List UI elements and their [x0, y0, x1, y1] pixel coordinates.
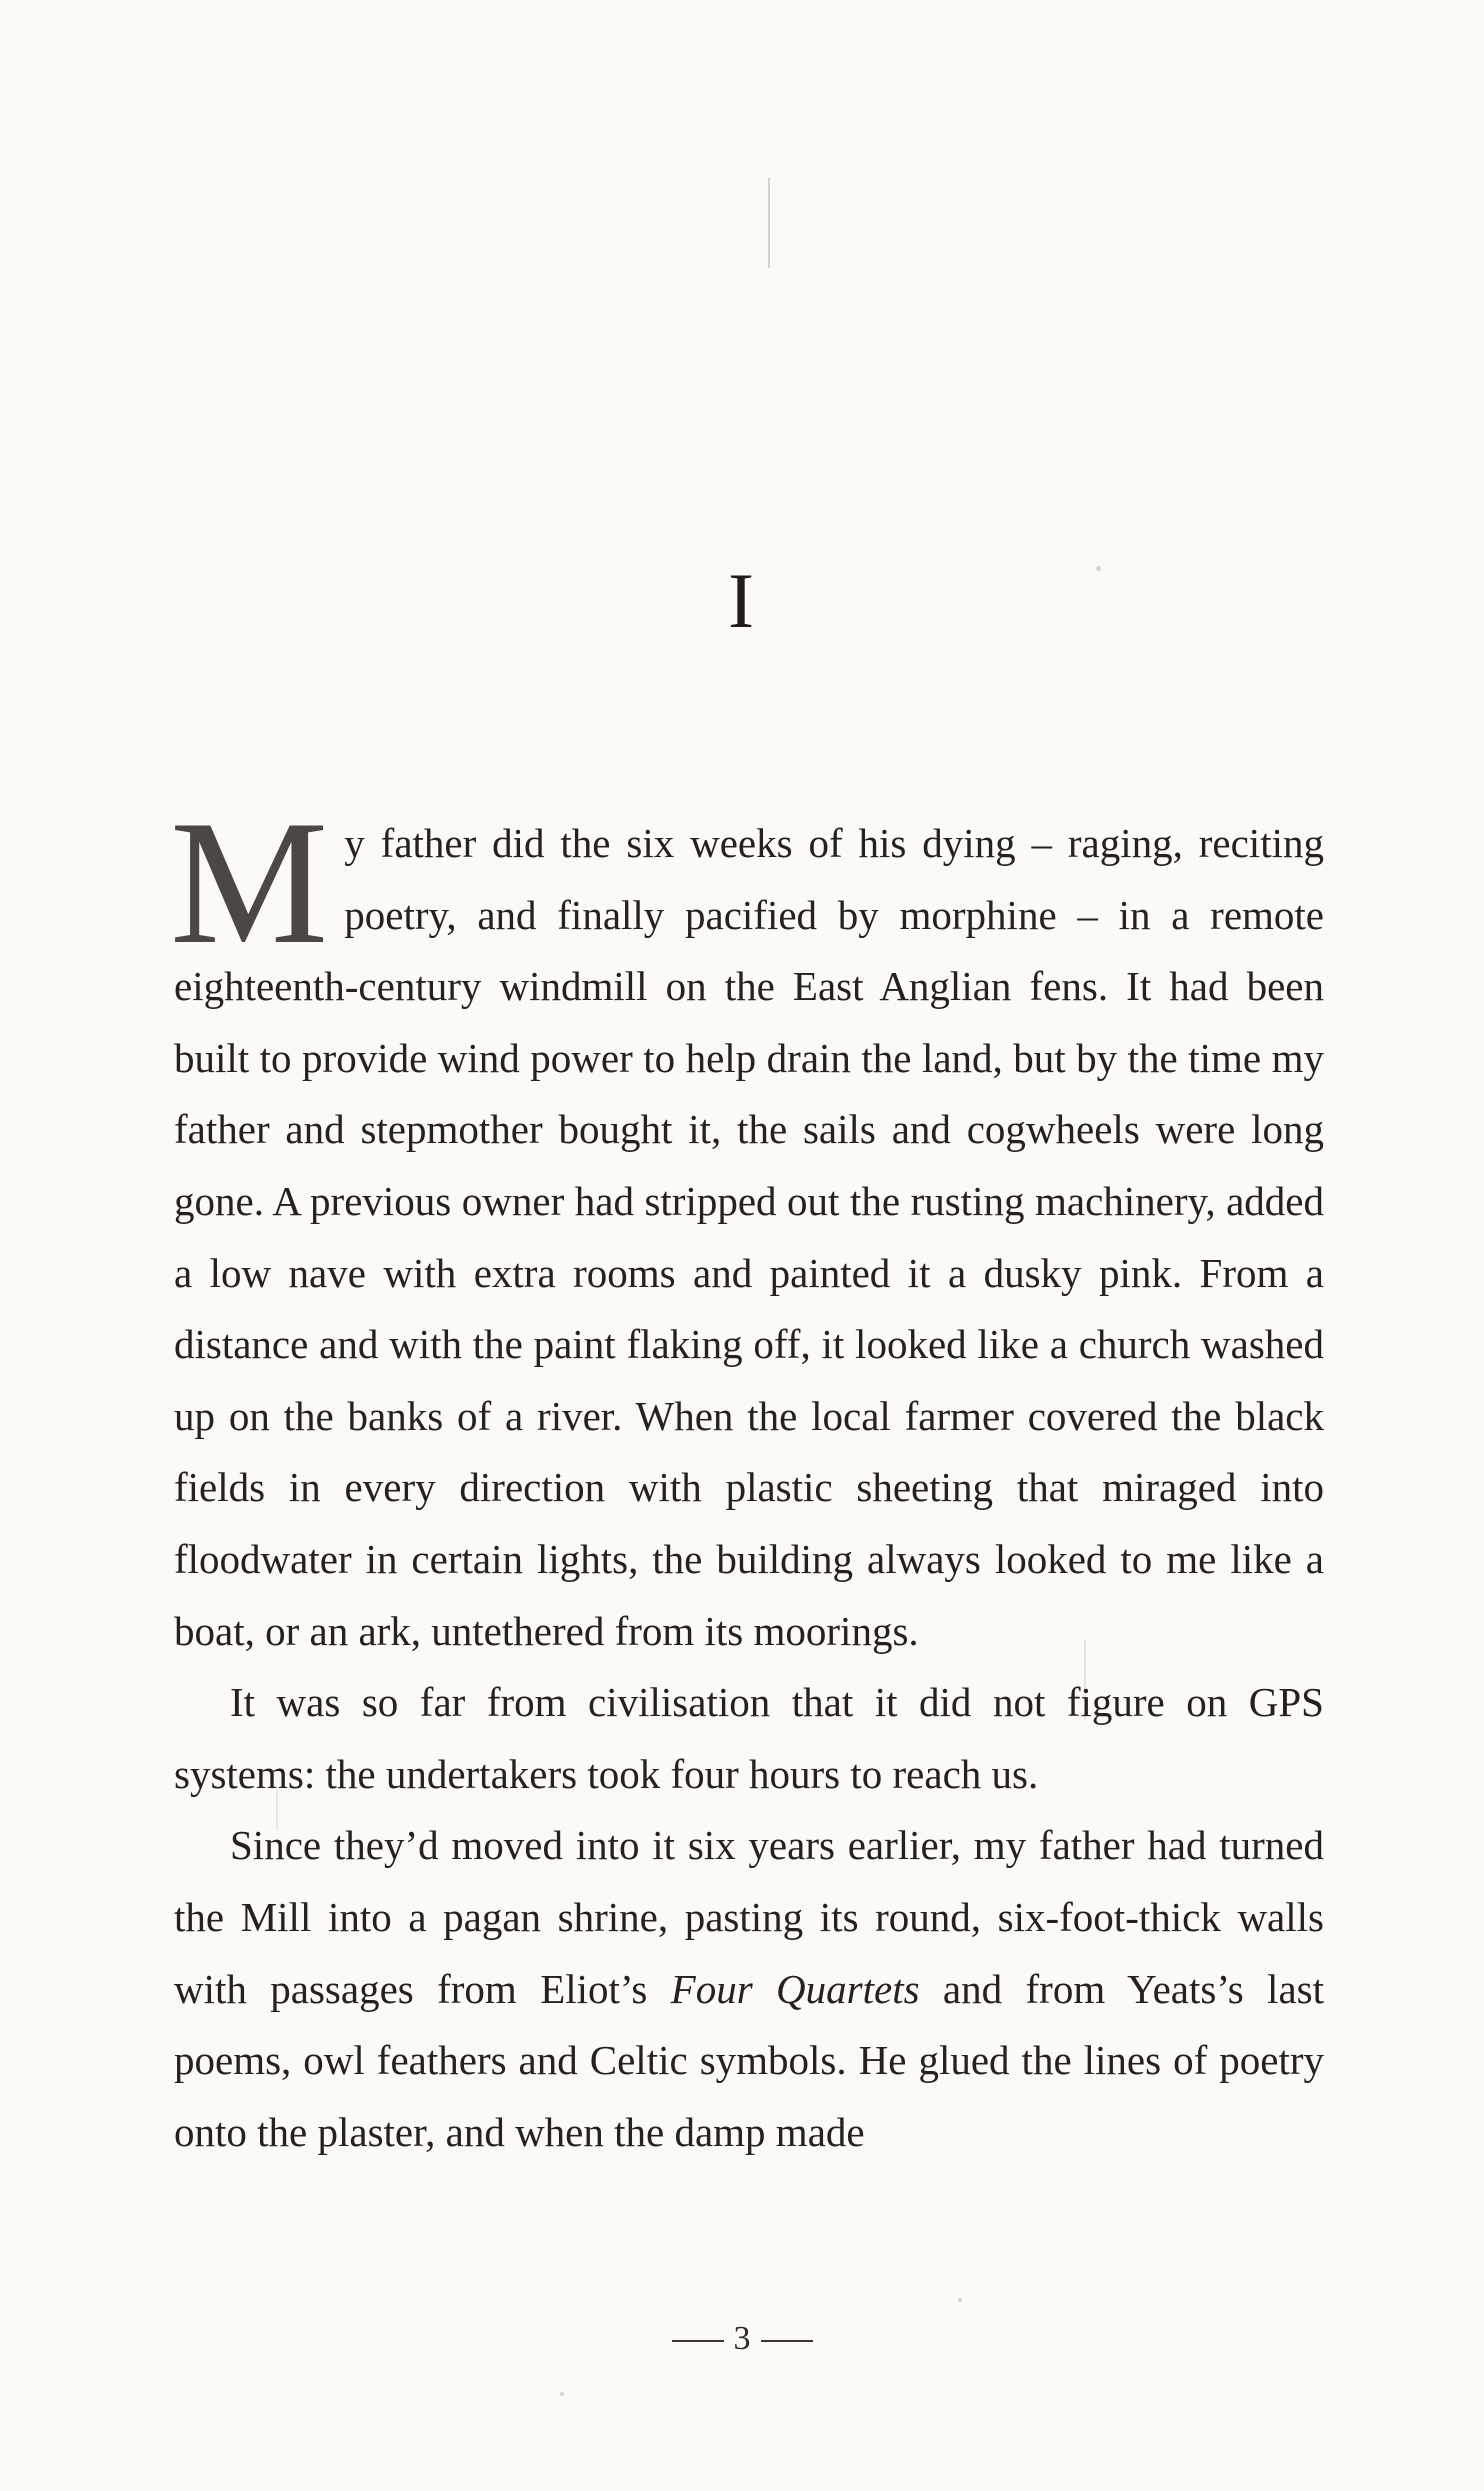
scan-artifact-line: [768, 178, 770, 268]
scan-speck: [560, 2392, 564, 2396]
page-number-footer: [0, 2322, 1484, 2356]
book-title-four-quartets: Four Quartets: [670, 1965, 920, 2012]
body-text: [170, 783, 1324, 2168]
folio-dash-right: [761, 2340, 813, 2342]
paragraph-1-text: y father did the six weeks of his dying – raging, reciting poetry, and finally pacified by morphine – in a remote eighteenth-century windmill on the East Anglian fens. It had been built to provide wind power to help drain the land, but by the time my father and stepmother bought it, the sails and cogwheels were long gone. A previous owner had stripped out the rusting machinery, added a low nave with extra rooms and painted it a dusky pink. From a distance and with the paint flaking off, it looked like a church washed up on the banks of a river. When the local farmer covered the black fields in every direction with plastic sheeting that miraged into floodwater in certain lights, the building always looked to me like a boat, or an ark, untethered from its moorings.: [174, 820, 1324, 1654]
page-number: 3: [733, 2320, 751, 2357]
paragraph-2: It was so far from civilisation that it did not figure on GPS systems: the undertakers took four hours to reach us.: [174, 1679, 1324, 1797]
paragraph-3-text-start: Since they’d moved into it six years earlier, my father had turned the Mill into a pagan shrine, pasting its round, six-foot-thick walls with passages from Eliot’s: [174, 1822, 1324, 2012]
paragraph-3-text-end: and from Yeats’s last poems, owl feathers and Celtic symbols. He glued the lines of poetry onto the plaster, and when the damp made: [174, 1965, 1324, 2155]
paragraph-1: [170, 783, 1324, 1667]
drop-cap: M: [170, 783, 329, 981]
scan-speck: [958, 2298, 962, 2302]
paragraph-3: [174, 1810, 1324, 2168]
chapter-number: I: [728, 557, 756, 644]
folio-dash-left: [672, 2340, 724, 2342]
